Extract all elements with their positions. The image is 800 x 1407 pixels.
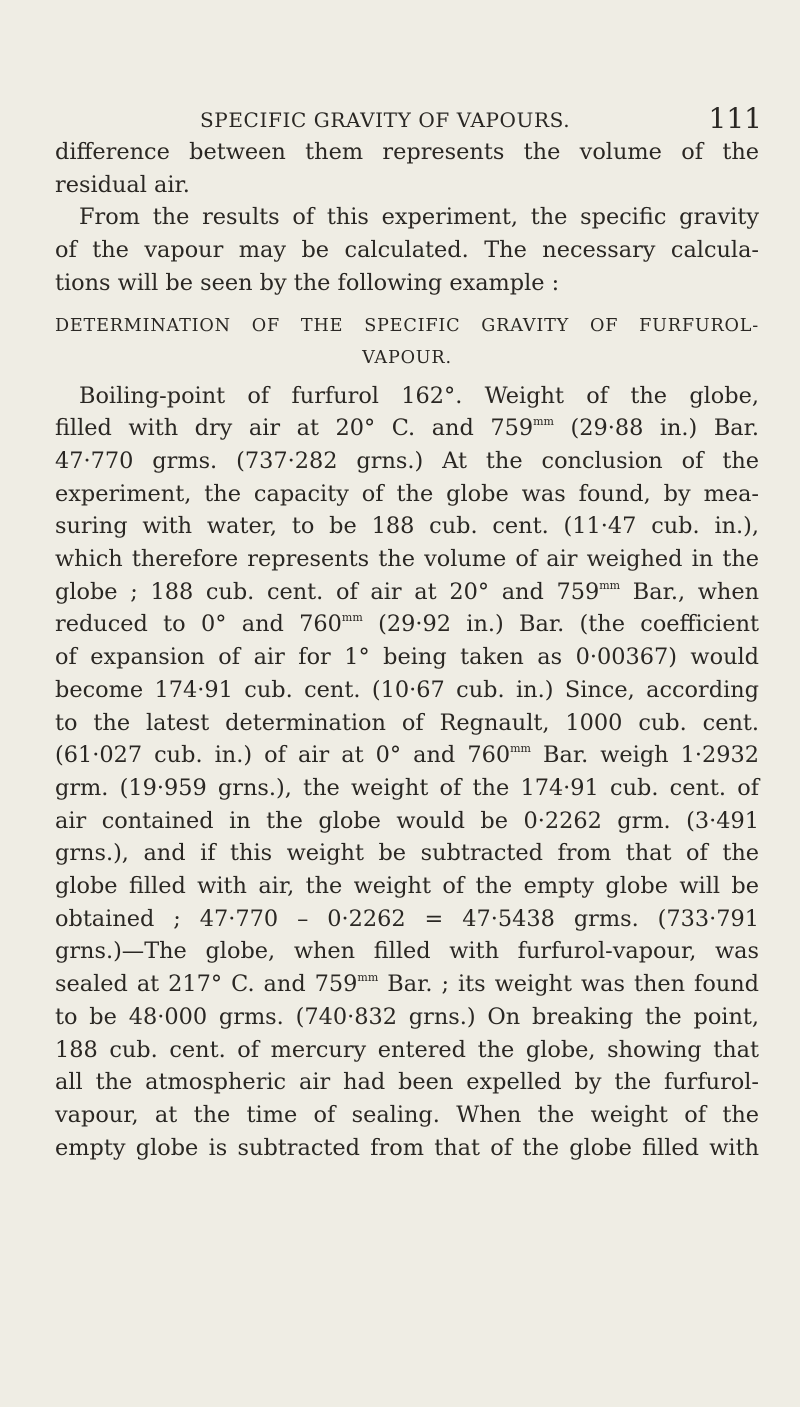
body-line: air contained in the globe would be 0·2262 grm. (3·491 (55, 807, 759, 834)
body-line: globe filled with air, the weight of the empty globe will be (55, 873, 759, 900)
body-line: grm. (19·959 grns.), the weight of the 174·91 cub. cent. of (55, 774, 759, 801)
body-line: tions will be seen by the following example : (55, 269, 560, 296)
body-line: of the vapour may be calculated. The necessary calcula- (55, 237, 759, 264)
body-line: Boiling-point of furfurol 162°. Weight of the globe, (79, 382, 759, 409)
body-line: 47·770 grms. (737·282 grns.) At the conclusion of the (55, 447, 759, 474)
body-line: empty globe is subtracted from that of the globe filled with (55, 1134, 759, 1161)
section-heading: DETERMINATION OF THE SPECIFIC GRAVITY OF FURFUROL- (55, 315, 759, 336)
body-line: residual air. (55, 171, 190, 198)
body-line: all the atmospheric air had been expelled by the furfurol- (55, 1069, 759, 1096)
body-line: experiment, the capacity of the globe was found, by mea- (55, 480, 759, 507)
body-line: globe ; 188 cub. cent. of air at 20° and $759^{mm}$ Bar., when (55, 578, 760, 605)
body-line: to be 48·000 grms. (740·832 grns.) On breaking the point, (55, 1003, 759, 1030)
body-line: difference between them represents the volume of the (55, 139, 759, 165)
body-line: sealed at 217° C. and $759^{mm}$ Bar. ; its weight was then found (55, 971, 759, 998)
body-line: (61·027 cub. in.) of air at 0° and $760^{mm}$ Bar. weigh 1·2932 (55, 742, 759, 769)
section-heading-continued: VAPOUR. (362, 347, 452, 368)
body-line: From the results of this experiment, the specific gravity (79, 204, 759, 231)
body-line: to the latest determination of Regnault, 1000 cub. cent. (55, 709, 759, 736)
text-block (55, 136, 759, 1164)
body-line: 188 cub. cent. of mercury entered the globe, showing that (55, 1036, 759, 1063)
body-line: reduced to 0° and $760^{mm}$ (29·92 in.) Bar. (the coefficient (55, 611, 759, 638)
body-line: vapour, at the time of sealing. When the weight of the (55, 1101, 759, 1128)
body-line: become 174·91 cub. cent. (10·67 cub. in.) Since, according (55, 676, 759, 703)
body-line: grns.)—The globe, when filled with furfurol-vapour, was (55, 938, 759, 965)
body-line: which therefore represents the volume of air weighed in the (55, 546, 759, 573)
body-line: obtained ; 47·770 – 0·2262 = 47·5438 grms. (733·791 (55, 905, 759, 932)
body-line: of expansion of air for 1° being taken as 0·00367) would (55, 644, 759, 671)
running-title: SPECIFIC GRAVITY OF VAPOURS. (200, 108, 571, 132)
body-line: grns.), and if this weight be subtracted from that of the (55, 840, 759, 867)
page-number: 111 (708, 102, 762, 135)
running-head (48, 80, 762, 135)
body-line: filled with dry air at 20° C. and $759^{mm}$ (29·88 in.) Bar. (55, 415, 759, 442)
body-line: suring with water, to be 188 cub. cent. (11·47 cub. in.), (55, 513, 759, 540)
